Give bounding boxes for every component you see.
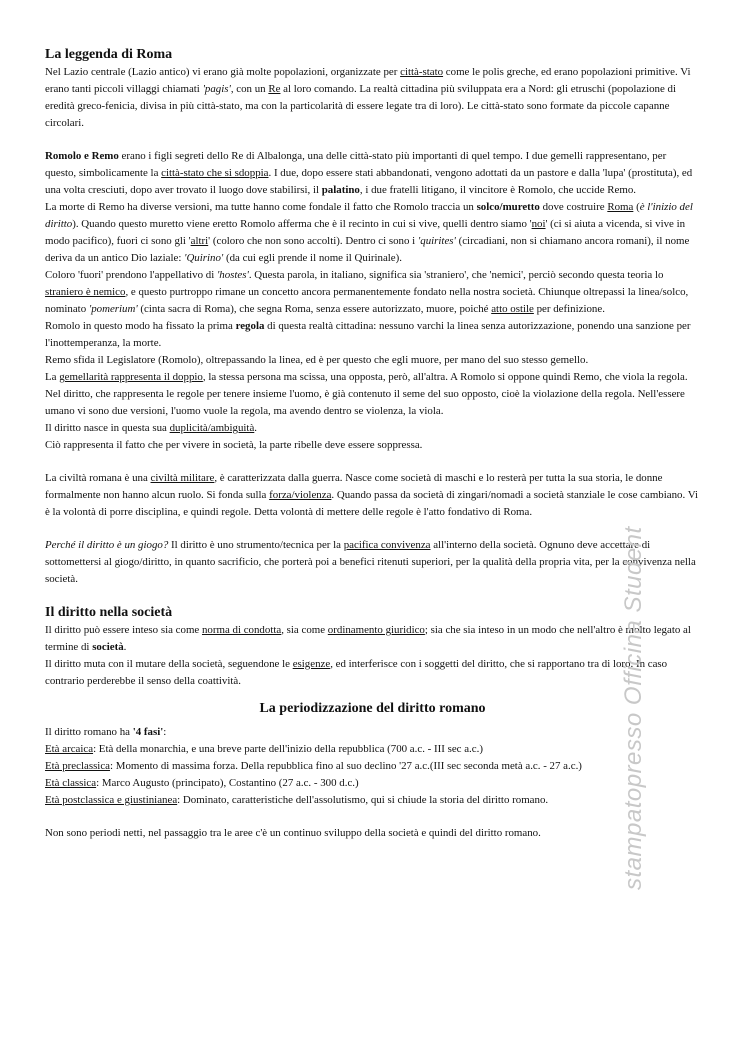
- paragraph-norma-condotta: Il diritto può essere inteso sia come norma di condotta, sia come ordinamento giuridico; sia che sia inteso in un modo che nell'altro è molto legato al termine di società.: [45, 624, 691, 653]
- paragraph-hostes: Coloro 'fuori' prendono l'appellativo di 'hostes'. Questa parola, in italiano, significa sia 'straniero', che 'nemici', perciò secondo questa teoria lo straniero è nemico, e questo purtroppo rimane un concetto ancora permanentemente fondato nella nostra società. Chiunque oltrepassi la linea/solco, nominato 'pomerium' (cinta sacra di Roma), che segna Roma, senza essere autorizzato, muore, poiché atto ostile per definizione.: [45, 269, 689, 315]
- paragraph-romolo-remo: Romolo e Remo erano i figli segreti dello Re di Albalonga, una delle città-stato più importanti di quel tempo. I due gemelli rappresentano, per questo, simbolicamente la città-stato che si sdoppia. I due, dopo essere stati abbandonati, vengono adottati da un pastore e dalla 'lupa' (prostituta), ed una volta cresciuti, dopo aver trovato il luogo dove stabilirsi, il palatino, i due fratelli litigano, il vincitore è Romolo, che uccide Remo.: [45, 150, 693, 196]
- fase-postclassica: Età postclassica e giustinianea: Dominato, caratteristiche dell'assolutismo, qui si chiude la storia del diritto romano.: [45, 794, 549, 806]
- paragraph-quattro-fasi: Il diritto romano ha '4 fasi':: [45, 726, 167, 738]
- term-re: Re: [268, 83, 281, 95]
- spacer: [45, 521, 700, 537]
- term-citta-stato: città-stato: [400, 66, 444, 78]
- spacer: [45, 454, 700, 470]
- paragraph-periodi-netti: Non sono periodi netti, nel passaggio tra le aree c'è un continuo sviluppo della società e quindi del diritto romano.: [45, 827, 541, 839]
- spacer: [45, 690, 700, 700]
- spacer: [45, 809, 700, 825]
- fase-arcaica: Età arcaica: Età della monarchia, e una breve parte dell'inizio della repubblica (700 a.c. - III sec a.c.): [45, 743, 483, 755]
- paragraph-duplicita: Il diritto nasce in questa sua duplicità/ambiguità.: [45, 422, 258, 434]
- document-page: [45, 46, 700, 842]
- paragraph-gemellarita: La gemellarità rappresenta il doppio, la stessa persona ma scissa, una opposta, però, all'altra. A Romolo si oppone quindi Remo, che viola la regola.: [45, 371, 688, 383]
- section-title-diritto-societa: Il diritto nella società: [45, 605, 173, 620]
- watermark: stampatopresso Officina Student: [620, 526, 647, 890]
- paragraph-diritto-muta: Il diritto muta con il mutare della società, seguendone le esigenze, ed interferisce con i soggetti del diritto, che si rapportano tra di loro. In caso contrario perderebbe il senso della coattività.: [45, 658, 668, 687]
- fase-classica: Età classica: Marco Augusto (principato), Costantino (27 a.c. - 300 d.c.): [45, 777, 359, 789]
- fase-preclassica: Età preclassica: Momento di massima forza. Della repubblica fino al suo declino '27 a.c.(III sec seconda metà a.c. - 27 a.c.): [45, 760, 582, 772]
- spacer: [45, 132, 700, 148]
- paragraph-giogo: Perché il diritto è un giogo? Il diritto è uno strumento/tecnica per la pacifica convivenza all'interno della società. Ognuno deve accettare di sottomettersi al giogo/diritto, in quanto sacrificio, che porterà poi a benefici ritenuti superiori, per la qualità della propria vita, per la convivenza nella società.: [45, 539, 696, 585]
- paragraph-remo-sfida: Remo sfida il Legislatore (Romolo), oltrepassando la linea, ed è per questo che egli muore, per mano del suo stesso gemello.: [45, 354, 589, 366]
- paragraph-civilta-militare: La civiltà romana è una civiltà militare, è caratterizzata dalla guerra. Nasce come società di maschi e lo resterà per tutta la sua storia, le donne formalmente non hanno alcun ruolo. Si fonda sulla forza/violenza. Quando passa da società di zingari/nomadi a società stanziale le cose cambiano. Vi è la volontà di porre disciplina, e quindi regole. Detta volontà di mettere delle regole è l'atto fondativo di Roma.: [45, 472, 698, 518]
- paragraph-morte-remo: La morte di Remo ha diverse versioni, ma tutte hanno come fondale il fatto che Romolo traccia un solco/muretto dove costruire Roma (è l'inizio del diritto). Quando questo muretto viene eretto Romolo afferma che è il recinto in cui si vive, quelli dentro siamo 'noi' (ci si aiuta a vicenda, si vive in modo pacifico), fuori ci sono gli 'altri' (coloro che non sono accolti). Dentro ci sono i 'quirites' (circadiani, non si chiamano ancora romani), il nome deriva da un antico Dio laziale: 'Quirino' (da cui egli prende il nome il Quirinale).: [45, 201, 693, 264]
- section-title-leggenda: La leggenda di Roma: [45, 47, 173, 62]
- spacer: [45, 588, 700, 604]
- paragraph-lazio: Nel Lazio centrale (Lazio antico) vi erano già molte popolazioni, organizzate per città-stato come le polis greche, ed erano popolazioni primitive. Vi erano tanti piccoli villaggi chiamati 'pagis', con un Re al loro comando. La realtà cittadina più sviluppata era a Nord: gli etruschi (popolazione di eredità greco-fenicia, divisa in più città-stato, ma con la particolarità di essere legate tra di loro). Le città-stato sono formate da piccole capanne circolari.: [45, 66, 691, 129]
- paragraph-regola: Romolo in questo modo ha fissato la prima regola di questa realtà cittadina: nessuno varchi la linea senza autorizzazione, ponendo una sanzione per l'inottemperanza, la morte.: [45, 320, 691, 349]
- paragraph-soppressa: Ciò rappresenta il fatto che per vivere in società, la parte ribelle deve essere soppressa.: [45, 439, 423, 451]
- paragraph-diritto-opposto: Nel diritto, che rappresenta le regole per tenere insieme l'uomo, è già contenuto il seme del suo opposto, cioè la violazione della regola. Nell'essere umano vi sono due versioni, l'uomo vuole la regola, ma avendo dentro se violenza, la viola.: [45, 388, 685, 417]
- section-title-periodizzazione: La periodizzazione del diritto romano: [259, 701, 486, 716]
